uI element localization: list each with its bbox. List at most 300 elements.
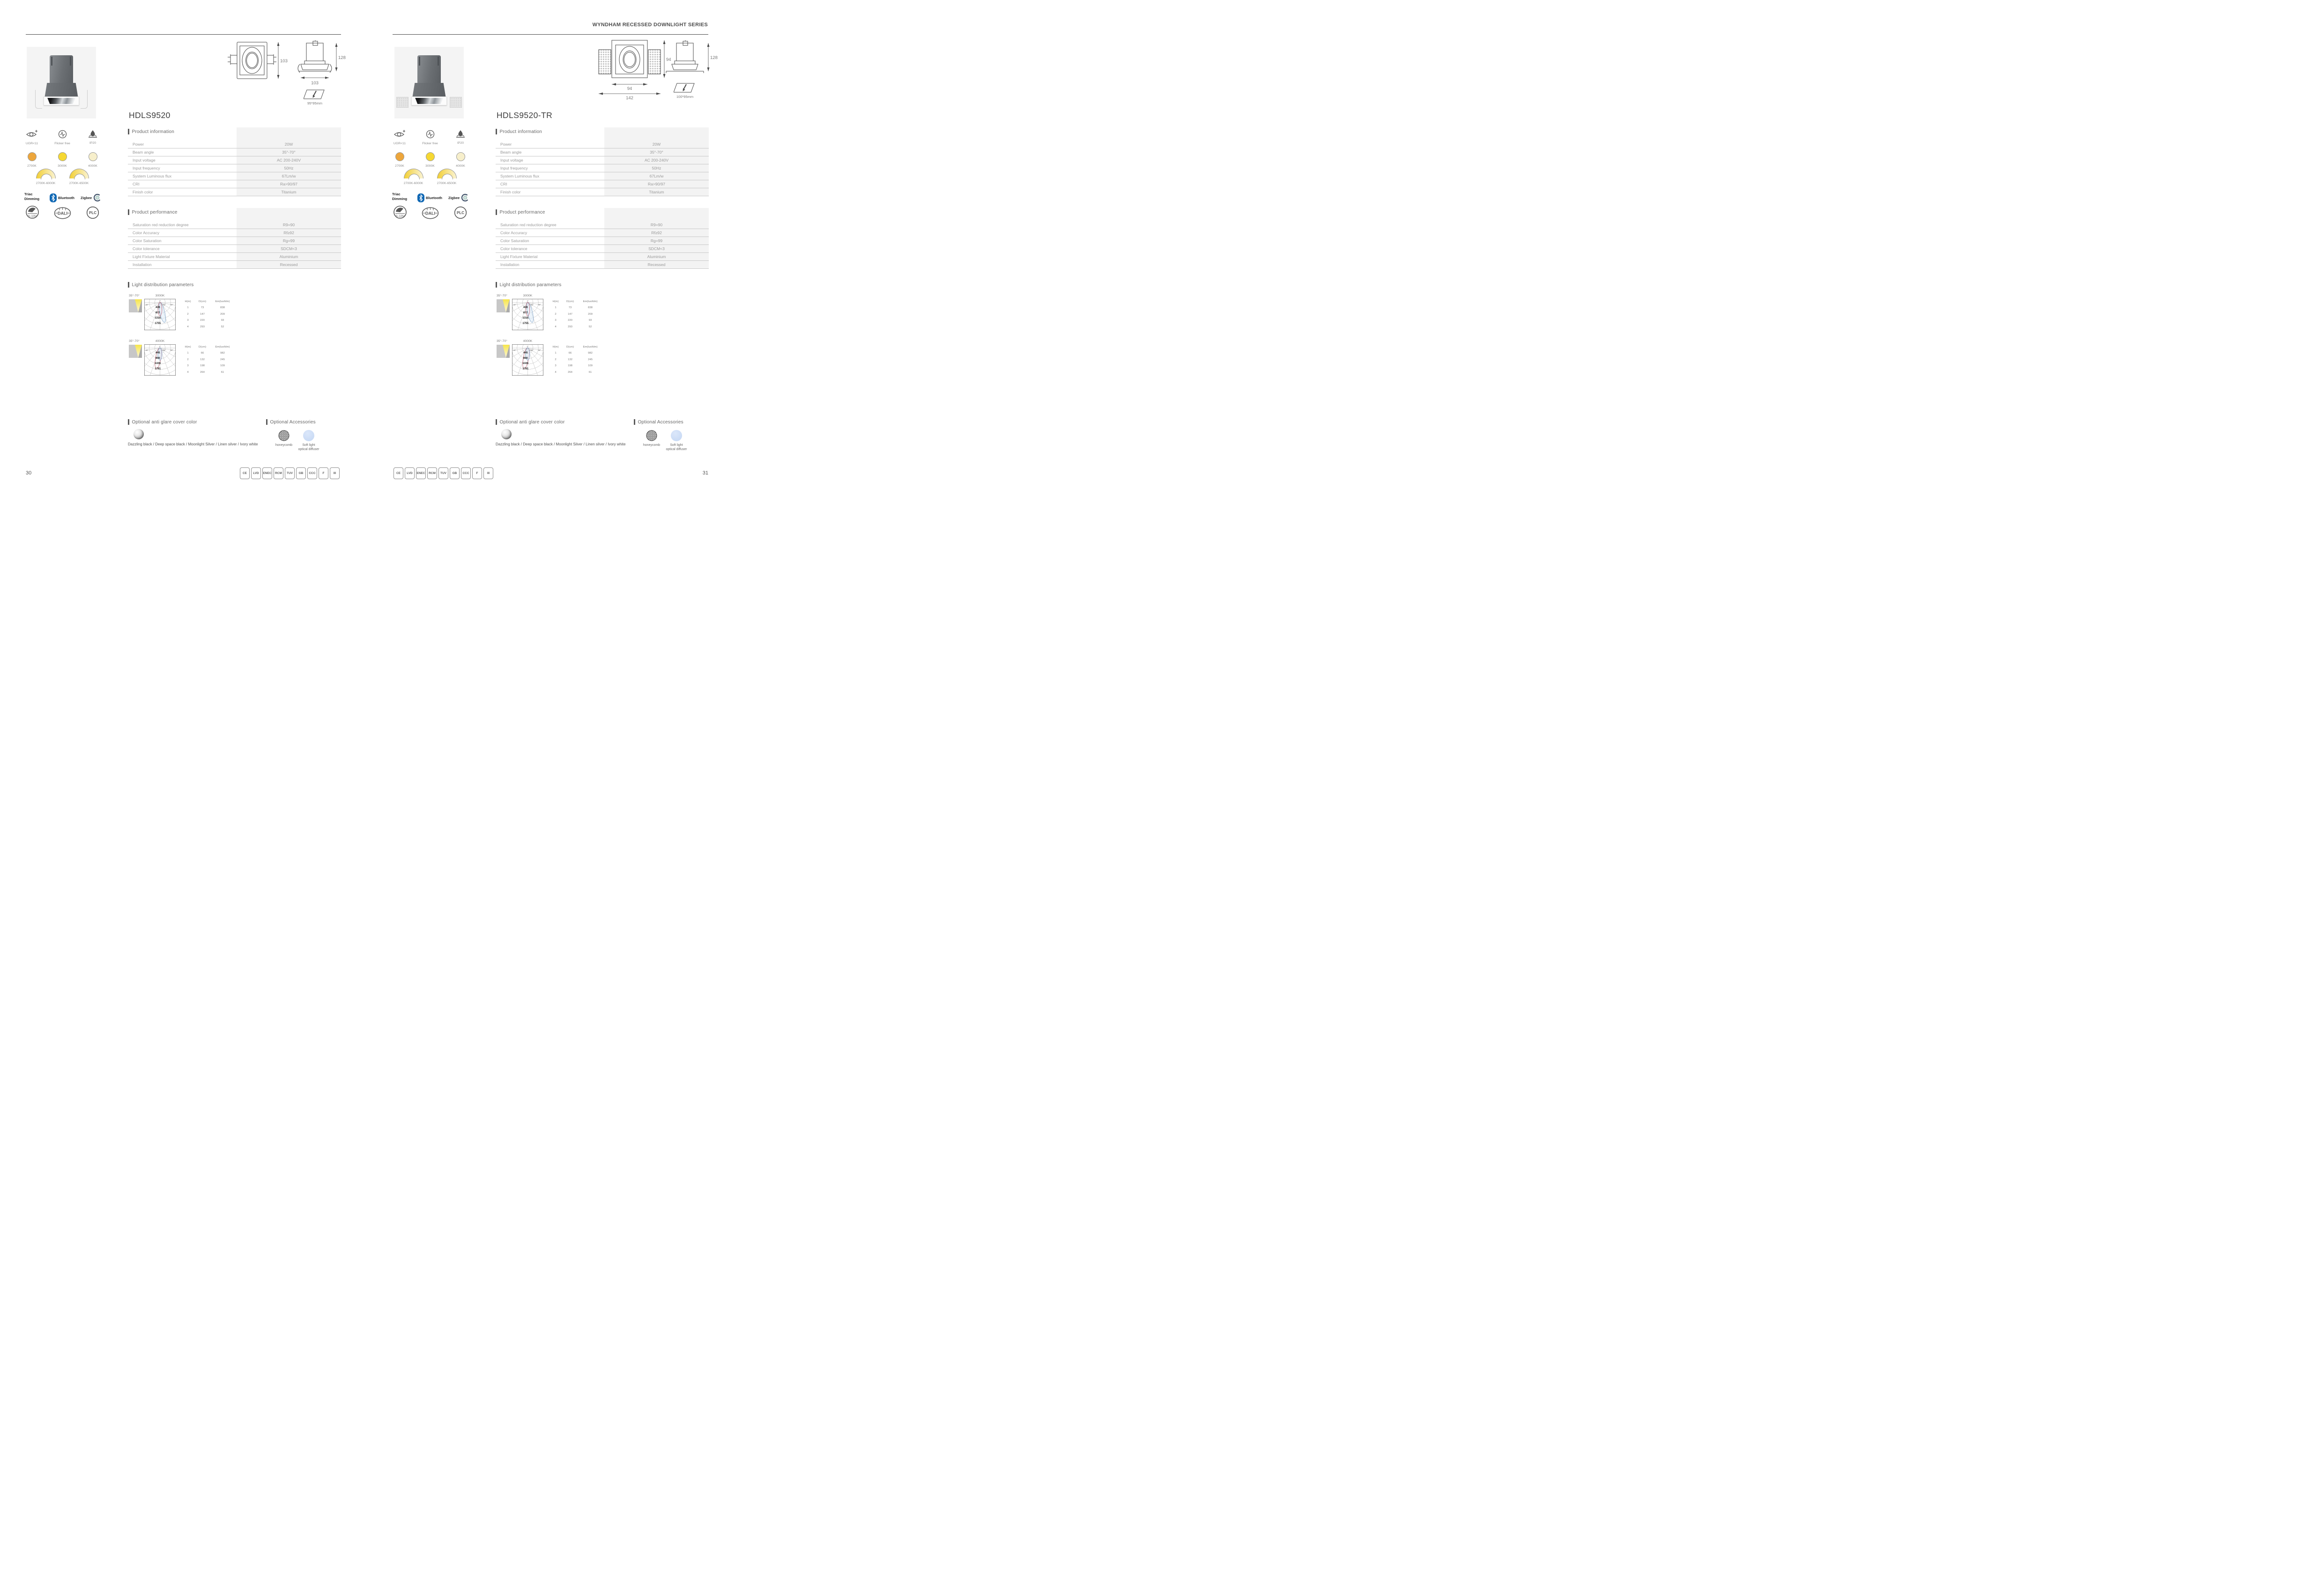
table-row xyxy=(496,261,709,269)
certification-badge: CE xyxy=(240,467,250,479)
polar-chart-4000k xyxy=(512,344,543,376)
row-value: AC 200-240V xyxy=(276,158,301,163)
row-label: Finish color xyxy=(133,190,153,194)
cct-range-item xyxy=(397,169,430,185)
row-label: System Luminous flux xyxy=(500,174,540,178)
feature-flicker-free xyxy=(416,130,444,145)
feature-ugr xyxy=(18,130,46,145)
eye-icon xyxy=(394,130,406,139)
row-label: Light Fixture Material xyxy=(500,254,538,259)
bluetooth-icon xyxy=(417,193,424,202)
section-header-light-distribution xyxy=(128,282,193,288)
row-value: AC 200-240V xyxy=(644,158,669,163)
section-title: Optional anti glare cover color xyxy=(132,419,197,425)
ld-block-4000k xyxy=(129,340,265,385)
plc-label: PLC xyxy=(89,211,97,215)
ld-h3: Em(lux/klm) xyxy=(583,300,598,303)
product-info-table xyxy=(128,127,341,196)
dial-label: 0~10V xyxy=(28,215,37,218)
row-label: Color tolerance xyxy=(500,246,527,251)
table-row xyxy=(128,253,341,261)
cct-dot-label: 3000K xyxy=(425,164,435,168)
contour-value: 438 xyxy=(523,306,528,309)
ld-table xyxy=(549,300,603,330)
ld-row: 3 198 109 xyxy=(187,364,225,368)
accessory-label xyxy=(639,443,664,447)
beam-angle-label: 35°-70° xyxy=(497,294,507,297)
ld-table-header xyxy=(549,346,603,348)
row-value: Titanium xyxy=(281,190,297,194)
feature-label: Flicker free xyxy=(54,142,70,145)
cct-dot-label: 2700K xyxy=(395,164,404,168)
row-value: R9=90 xyxy=(282,222,295,227)
photo-notch xyxy=(419,57,420,65)
table-row xyxy=(496,237,709,245)
ip20-icon xyxy=(455,130,466,138)
table-row xyxy=(128,180,341,188)
row-label: Installation xyxy=(500,262,520,267)
row-value: 20W xyxy=(284,142,293,147)
feature-ip20 xyxy=(446,130,475,145)
beam-cone-icon xyxy=(129,299,142,312)
ld-row: 2 147 209 xyxy=(187,312,225,316)
contour-value: 1781 xyxy=(522,367,529,370)
cct-range-arc-icon xyxy=(404,169,423,178)
accessory-label-line1: Soft light xyxy=(302,444,315,447)
certification-badges xyxy=(394,467,493,479)
plc-icon xyxy=(454,206,467,219)
accessory-label xyxy=(661,443,692,452)
cutout-size: 95*95mm xyxy=(307,101,323,105)
anti-glare-cover-thumb xyxy=(501,429,512,439)
dim-side-width: 103 xyxy=(311,81,319,86)
photo-clip xyxy=(35,90,42,109)
page-number: 31 xyxy=(702,470,708,476)
certification-badge: RCM xyxy=(427,467,437,479)
section-bar xyxy=(496,129,497,134)
section-bar xyxy=(496,419,497,425)
row-label: Color tolerance xyxy=(133,246,160,251)
anti-glare-cover-thumb xyxy=(134,429,144,439)
section-header-accessories xyxy=(266,419,316,425)
row-value: 67Lm/w xyxy=(282,174,296,178)
certification-badge: TUV xyxy=(285,467,295,479)
table-row xyxy=(128,172,341,180)
ld-row: 4 293 52 xyxy=(187,326,224,329)
zigbee-label: Zigbee xyxy=(81,195,92,200)
cct-dot-item xyxy=(48,152,76,168)
row-value: SDCM<3 xyxy=(281,246,297,251)
photo-notch xyxy=(51,57,52,65)
ld-row: 1 66 982 xyxy=(187,351,225,355)
cct-dot-item xyxy=(18,152,46,168)
accessory-label-line2: optical diffuser xyxy=(298,448,319,452)
cct-ranges xyxy=(29,169,96,185)
dim-side-height: 128 xyxy=(710,55,718,60)
certification-badge: ENEC xyxy=(262,467,272,479)
ld-row: 3 220 93 xyxy=(187,319,224,322)
row-label: Power xyxy=(133,142,144,147)
cct-range-item xyxy=(29,169,62,185)
table-row xyxy=(128,261,341,269)
table-row xyxy=(128,188,341,196)
performance-rows xyxy=(496,221,709,269)
performance-rows xyxy=(128,221,341,269)
ld-block-4000k xyxy=(497,340,632,385)
cct-range-arc-icon xyxy=(69,169,89,178)
cct-ranges xyxy=(397,169,463,185)
axis-left: 90° xyxy=(145,349,148,352)
ld-rows xyxy=(549,350,603,376)
cct-dot-item xyxy=(446,152,475,168)
accessory-label-line1: honeycomb xyxy=(643,444,661,447)
row-value: Rg=99 xyxy=(282,238,295,243)
zigbee-icon xyxy=(461,193,469,202)
model-title: HDLS9520 xyxy=(129,111,171,120)
certification-badge: ENEC xyxy=(416,467,426,479)
feature-label: UGR<11 xyxy=(25,142,38,145)
ld-h2: D(cm) xyxy=(566,300,574,303)
ld-block-3000k xyxy=(497,294,632,339)
ld-table xyxy=(181,300,236,330)
row-value: Aluminium xyxy=(647,254,666,259)
dial-label: 0~10V xyxy=(395,215,405,218)
photo-aperture xyxy=(45,98,77,104)
table-row xyxy=(496,164,709,172)
table-row xyxy=(128,156,341,164)
section-title: Product performance xyxy=(499,209,545,215)
table-row xyxy=(128,141,341,148)
dim-total-width: 142 xyxy=(626,96,633,101)
feature-flicker-free xyxy=(48,130,76,145)
info-rows xyxy=(128,141,341,196)
row-label: Input frequency xyxy=(500,166,528,170)
axis-right: 90° xyxy=(170,304,173,306)
bluetooth-icon xyxy=(50,193,57,202)
table-row xyxy=(496,156,709,164)
row-value: Titanium xyxy=(649,190,664,194)
section-title: Light distribution parameters xyxy=(499,282,562,288)
dimension-drawing-side xyxy=(294,40,350,87)
ld-rows xyxy=(181,350,236,376)
beam-cone-icon xyxy=(497,299,510,312)
ld-h1: H(m) xyxy=(185,346,191,348)
ld-table-header xyxy=(181,300,236,303)
cct-range-arc-icon xyxy=(36,169,56,178)
table-row xyxy=(496,221,709,229)
section-bar xyxy=(496,209,497,215)
row-label: Input voltage xyxy=(500,158,523,163)
triac-dimming-label xyxy=(24,192,39,201)
dimension-drawing-front-tr xyxy=(598,39,672,102)
ld-rows xyxy=(549,304,603,330)
beam-cone-icon xyxy=(497,345,510,358)
dim-front-height: 94 xyxy=(666,57,671,62)
photo-head xyxy=(45,83,78,97)
ld-table-header xyxy=(549,300,603,303)
row-label: Color Accuracy xyxy=(133,230,160,235)
cct-dot-label: 4000K xyxy=(88,164,97,168)
bluetooth-label: Bluetooth xyxy=(58,196,74,200)
accessory-label-line2: optical diffuser xyxy=(666,448,687,452)
ld-h2: D(cm) xyxy=(198,346,207,348)
certification-badge: LVD xyxy=(251,467,261,479)
certification-badge: III xyxy=(330,467,340,479)
row-value: Rf≥92 xyxy=(651,230,662,235)
contour-value: 1316 xyxy=(155,317,161,320)
plc-label: PLC xyxy=(457,211,464,215)
table-row xyxy=(496,148,709,156)
table-row xyxy=(496,188,709,196)
dali-label: DALI xyxy=(425,211,435,216)
cutout-icon xyxy=(674,82,696,94)
photo-clip xyxy=(81,90,88,109)
section-bar xyxy=(128,419,129,425)
anti-glare-colors: Dazzling black / Deep space black / Moonlight Silver / Linen silver / Ivory white xyxy=(128,442,258,446)
triac-line1: Triac xyxy=(392,192,401,196)
row-value: Rg=99 xyxy=(650,238,663,243)
dim-side-height: 128 xyxy=(338,55,346,60)
contour-value: 1336 xyxy=(155,362,161,365)
dial-0-10v-icon xyxy=(393,205,407,219)
axis-mid: 180° xyxy=(162,349,166,352)
product-info-table xyxy=(496,127,709,196)
contour-value: 890 xyxy=(523,356,528,360)
row-value: 67Lm/w xyxy=(649,174,664,178)
polar-chart-3000k xyxy=(144,299,176,330)
product-performance-table xyxy=(128,208,341,269)
section-bar xyxy=(128,282,129,288)
ld-h3: Em(lux/klm) xyxy=(583,346,598,348)
cct-dot-icon xyxy=(89,152,97,161)
cct-dot-label: 2700K xyxy=(27,164,37,168)
section-title: Product information xyxy=(499,129,542,134)
eye-icon xyxy=(26,130,38,139)
photo-head xyxy=(412,83,445,97)
table-row xyxy=(128,148,341,156)
contour-value: 877 xyxy=(156,311,160,314)
row-label: Power xyxy=(500,142,512,147)
axis-right: 90° xyxy=(538,349,541,352)
feature-ugr xyxy=(386,130,414,145)
ld-row: 3 220 93 xyxy=(555,319,592,322)
photo-notch xyxy=(70,57,71,65)
ld-row: 4 264 61 xyxy=(187,371,224,374)
zigbee-item xyxy=(81,193,102,202)
cct-dot-icon xyxy=(395,152,404,161)
zigbee-item xyxy=(448,193,469,202)
ld-h1: H(m) xyxy=(552,346,559,348)
certification-badge: RCM xyxy=(274,467,283,479)
accessory-label xyxy=(293,443,324,452)
cct-dots xyxy=(18,152,107,168)
section-header-performance xyxy=(128,209,341,215)
row-label: CRI xyxy=(133,182,140,186)
ld-row: 1 66 982 xyxy=(555,351,593,355)
row-value: Recessed xyxy=(647,262,666,267)
cct-range-arc-icon xyxy=(437,169,457,178)
polar-chart-4000k xyxy=(144,344,176,376)
catalog-spread xyxy=(0,0,735,498)
cct-range-label: 2700K-6000K xyxy=(36,182,56,185)
contour-value: 1755 xyxy=(155,322,161,325)
axis-zero: 0° xyxy=(527,300,529,303)
section-bar xyxy=(634,419,635,425)
cct-dot-icon xyxy=(28,152,37,161)
cct-range-item xyxy=(430,169,463,185)
contour-value: 1755 xyxy=(522,322,529,325)
section-bar xyxy=(496,282,497,288)
row-label: CRI xyxy=(500,182,507,186)
cct-range-label: 2700K-6000K xyxy=(403,182,423,185)
row-value: Recessed xyxy=(280,262,298,267)
axis-mid: 180° xyxy=(529,349,534,352)
flicker-free-icon xyxy=(426,130,435,139)
section-bar xyxy=(128,129,129,134)
ld-row: 1 73 838 xyxy=(187,306,225,309)
table-row xyxy=(128,245,341,253)
section-title: Product information xyxy=(132,129,175,134)
ld-block-3000k xyxy=(129,294,265,339)
section-title: Optional anti glare cover color xyxy=(499,419,565,425)
table-row xyxy=(128,237,341,245)
product-photo-tr xyxy=(394,47,464,118)
cutout-size: 100*95mm xyxy=(676,95,694,99)
cct-dot-icon xyxy=(456,152,465,161)
section-header-anti-glare xyxy=(128,419,197,425)
photo-plaster-wing xyxy=(450,97,461,108)
row-label: Input frequency xyxy=(133,166,160,170)
plc-icon xyxy=(86,206,99,219)
row-value: SDCM<3 xyxy=(648,246,665,251)
cct-range-item xyxy=(62,169,96,185)
photo-notch xyxy=(438,57,439,65)
triac-line2: Dimming xyxy=(392,196,408,201)
row-label: System Luminous flux xyxy=(133,174,172,178)
section-header-info xyxy=(128,128,341,135)
row-value: Aluminium xyxy=(279,254,298,259)
cct-dot-icon xyxy=(58,152,67,161)
photo-plaster-wing xyxy=(396,97,408,108)
ld-row: 2 132 245 xyxy=(555,358,593,361)
zigbee-icon xyxy=(93,193,102,202)
section-title: Optional Accessories xyxy=(270,419,316,425)
model-title: HDLS9520-TR xyxy=(497,111,553,120)
polar-chart-3000k xyxy=(512,299,543,330)
axis-left: 90° xyxy=(513,304,516,306)
cct-dot-item xyxy=(416,152,444,168)
triac-line1: Triac xyxy=(24,192,33,196)
series-title: WYNDHAM RECESSED DOWNLIGHT SERIES xyxy=(592,22,708,28)
bluetooth-item xyxy=(417,193,442,202)
contour-value: 438 xyxy=(156,306,160,309)
row-label: Color Accuracy xyxy=(500,230,527,235)
ld-h3: Em(lux/klm) xyxy=(215,346,230,348)
certification-badge: LVD xyxy=(405,467,415,479)
section-title: Product performance xyxy=(132,209,178,215)
axis-mid: 180° xyxy=(162,304,166,306)
accessory-label-line1: honeycomb xyxy=(275,444,293,447)
dimension-drawing-front xyxy=(227,40,290,85)
feature-label: UGR<11 xyxy=(393,142,406,145)
row-value: 50Hz xyxy=(652,166,661,170)
accessory-label-line1: Soft light xyxy=(670,444,683,447)
triac-line2: Dimming xyxy=(24,196,40,201)
row-value: 35°-70° xyxy=(650,150,663,155)
row-label: Input voltage xyxy=(133,158,156,163)
contour-value: 445 xyxy=(156,351,160,355)
certification-badge: CCC xyxy=(307,467,317,479)
cct-label: 3000K xyxy=(523,294,533,297)
ld-row: 2 132 245 xyxy=(187,358,225,361)
certification-badge: TUV xyxy=(438,467,448,479)
certification-badge: F xyxy=(472,467,482,479)
dim-front-height: 103 xyxy=(280,59,288,64)
row-value: 50Hz xyxy=(284,166,294,170)
ld-table xyxy=(549,346,603,376)
certification-badge: CE xyxy=(394,467,403,479)
ld-h3: Em(lux/klm) xyxy=(215,300,230,303)
cct-dot-item xyxy=(79,152,107,168)
ld-h1: H(m) xyxy=(185,300,191,303)
cct-label: 4000K xyxy=(523,340,533,343)
row-label: Color Saturation xyxy=(133,238,162,243)
accessory-label xyxy=(272,443,296,447)
cct-dot-icon xyxy=(426,152,435,161)
certification-badges xyxy=(240,467,340,479)
beam-angle-label: 35°-70° xyxy=(129,340,140,343)
cct-range-label: 2700K-6500K xyxy=(437,182,457,185)
axis-right: 90° xyxy=(538,304,541,306)
row-label: Saturation red reduction degree xyxy=(133,222,189,227)
dim-inner-width: 94 xyxy=(627,86,632,91)
bluetooth-label: Bluetooth xyxy=(426,196,442,200)
axis-zero: 0° xyxy=(159,300,161,303)
ip20-icon xyxy=(88,130,98,138)
row-label: Beam angle xyxy=(133,150,154,155)
cct-dot-label: 3000K xyxy=(58,164,67,168)
row-label: Finish color xyxy=(500,190,521,194)
axis-zero: 0° xyxy=(527,346,529,348)
row-label: Beam angle xyxy=(500,150,522,155)
table-row xyxy=(496,245,709,253)
ld-table xyxy=(181,346,236,376)
cct-dots xyxy=(386,152,475,168)
section-bar xyxy=(266,419,267,425)
feature-label: Flicker free xyxy=(422,142,438,145)
page-rule-right xyxy=(393,34,708,35)
row-value: 35°-70° xyxy=(282,150,296,155)
row-label: Color Saturation xyxy=(500,238,529,243)
ld-row: 4 264 61 xyxy=(555,371,592,374)
table-row xyxy=(128,164,341,172)
row-label: Light Fixture Material xyxy=(133,254,170,259)
page-number: 30 xyxy=(26,470,32,476)
zigbee-label: Zigbee xyxy=(448,195,460,200)
ld-rows xyxy=(181,304,236,330)
dali-icon xyxy=(422,207,439,219)
product-performance-table xyxy=(496,208,709,269)
row-value: Ra>90/97 xyxy=(280,182,298,186)
contour-value: 1316 xyxy=(522,317,529,320)
beam-angle-label: 35°-70° xyxy=(497,340,507,343)
dial-0-10v-icon xyxy=(25,205,39,219)
ld-table-header xyxy=(181,346,236,348)
ld-h1: H(m) xyxy=(552,300,559,303)
section-bar xyxy=(128,209,129,215)
ld-row: 2 147 209 xyxy=(555,312,593,316)
soft-light-diffuser-icon xyxy=(303,430,314,441)
